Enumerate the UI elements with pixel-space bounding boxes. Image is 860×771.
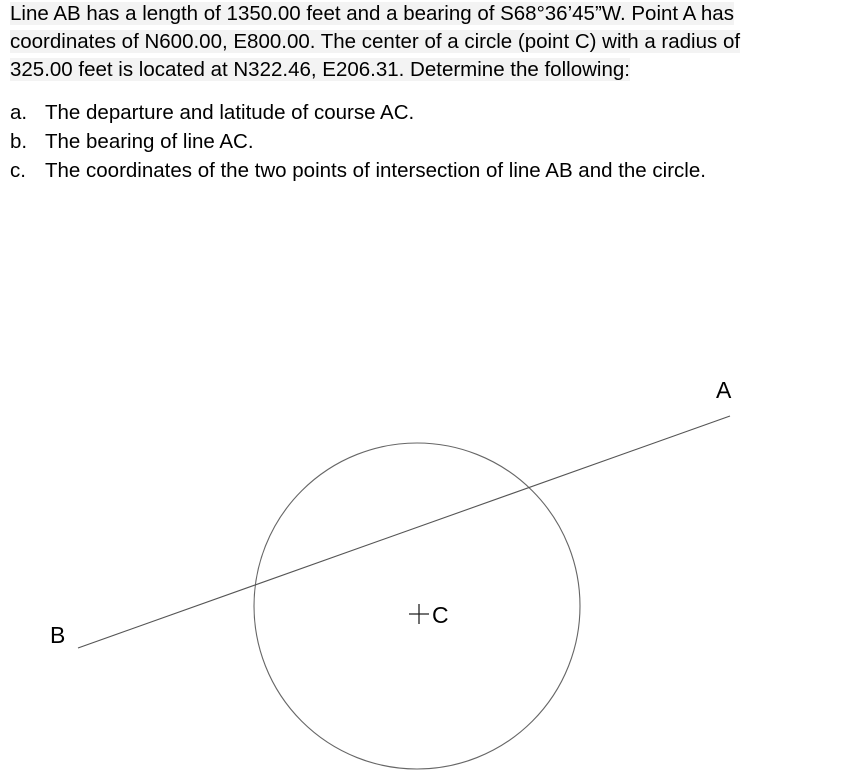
question-marker: b. — [10, 130, 28, 153]
point-b-label: B — [50, 622, 66, 648]
question-text: The bearing of line AC. — [45, 130, 254, 153]
point-a-label: A — [716, 377, 732, 403]
line-ab — [78, 416, 730, 648]
question-text: The departure and latitude of course AC. — [45, 101, 415, 124]
problem-line-1: Line AB has a length of 1350.00 feet and a bearing of S68°36’45”W. Point A has — [10, 2, 734, 25]
point-c-label: C — [432, 602, 449, 628]
question-marker: c. — [10, 159, 26, 182]
question-text: The coordinates of the two points of intersection of line AB and the circle. — [45, 159, 706, 182]
problem-line-3: 325.00 feet is located at N322.46, E206.31. Determine the following: — [10, 58, 630, 81]
question-marker: a. — [10, 101, 28, 124]
circle-outline — [254, 443, 580, 769]
problem-line-2: coordinates of N600.00, E800.00. The center of a circle (point C) with a radius of — [10, 30, 741, 53]
